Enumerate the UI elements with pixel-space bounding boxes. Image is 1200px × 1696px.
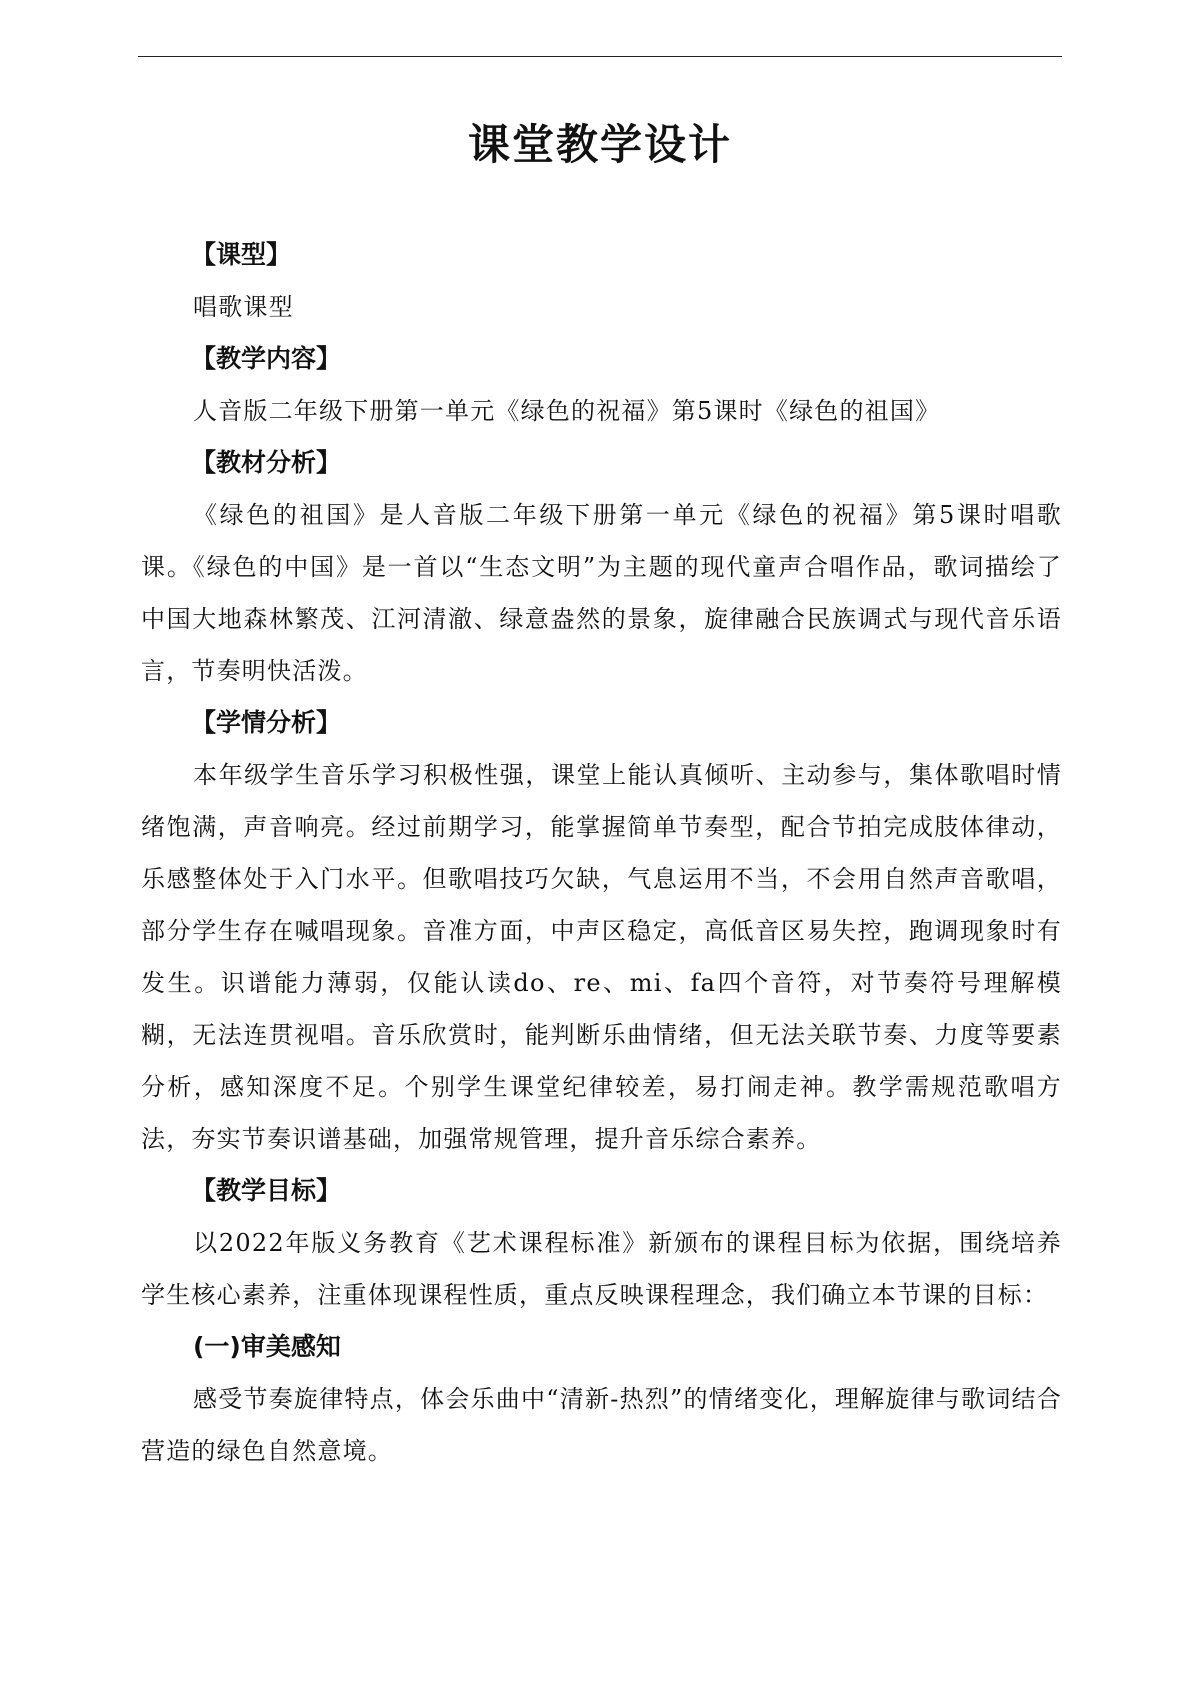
document-body: [141, 229, 1062, 1477]
section-material-analysis: [141, 437, 1062, 697]
section-text-teaching-content: 人音版二年级下册第一单元《绿色的祝福》第5课时《绿色的祖国》: [193, 397, 941, 425]
section-teaching-content: [141, 333, 1062, 437]
subsection-heading-aesthetic-perception: (一)审美感知: [193, 1332, 341, 1361]
document-title: 课堂教学设计: [467, 120, 732, 169]
section-heading-course-type: 【课型】: [191, 240, 292, 269]
section-text-teaching-goals: 以2022年版义务教育《艺术课程标准》新颁布的课程目标为依据，围绕培养学生核心素养，注重体现课程性质，重点反映课程理念，我们确立本节课的目标：: [141, 1229, 1062, 1309]
subsection-text-aesthetic-perception: 感受节奏旋律特点，体会乐曲中“清新-热烈”的情绪变化，理解旋律与歌词结合营造的绿色自然意境。: [141, 1385, 1062, 1465]
header-rule: [138, 56, 1062, 57]
section-heading-teaching-goals: 【教学目标】: [191, 1176, 342, 1205]
section-text-course-type: 唱歌课型: [193, 293, 294, 321]
section-heading-student-analysis: 【学情分析】: [191, 708, 342, 737]
section-heading-teaching-content: 【教学内容】: [191, 344, 342, 373]
section-teaching-goals: [141, 1165, 1062, 1477]
section-course-type: [141, 229, 1062, 333]
section-student-analysis: [141, 697, 1062, 1165]
section-text-material-analysis: 《绿色的祖国》是人音版二年级下册第一单元《绿色的祝福》第5课时唱歌课。《绿色的中国》是一首以“生态文明”为主题的现代童声合唱作品，歌词描绘了中国大地森林繁茂、江河清澈、绿意盎然的景象，旋律融合民族调式与现代音乐语言，节奏明快活泼。: [141, 501, 1062, 685]
section-heading-material-analysis: 【教材分析】: [191, 448, 342, 477]
section-text-student-analysis: 本年级学生音乐学习积极性强，课堂上能认真倾听、主动参与，集体歌唱时情绪饱满，声音响亮。经过前期学习，能掌握简单节奏型，配合节拍完成肢体律动，乐感整体处于入门水平。但歌唱技巧欠缺，气息运用不当，不会用自然声音歌唱，部分学生存在喊唱现象。音准方面，中声区稳定，高低音区易失控，跑调现象时有发生。识谱能力薄弱，仅能认读do、re、mi、fa四个音符，对节奏符号理解模糊，无法连贯视唱。音乐欣赏时，能判断乐曲情绪，但无法关联节奏、力度等要素分析，感知深度不足。个别学生课堂纪律较差，易打闹走神。教学需规范歌唱方法，夯实节奏识谱基础，加强常规管理，提升音乐综合素养。: [141, 761, 1062, 1153]
